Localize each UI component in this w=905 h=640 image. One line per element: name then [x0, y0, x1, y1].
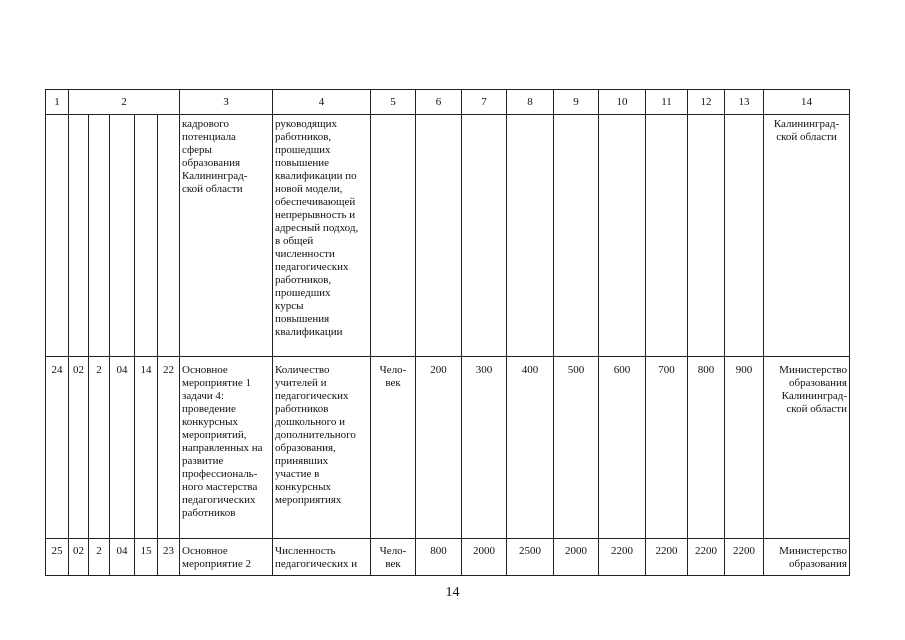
value-cell	[725, 115, 764, 357]
code-cell: 25	[46, 539, 69, 576]
value-cell: 200	[416, 357, 462, 539]
value-cell: 2000	[462, 539, 507, 576]
header-cell: 2	[69, 90, 180, 115]
value-cell: 500	[554, 357, 599, 539]
code-cell	[110, 115, 135, 357]
code-cell: 02	[69, 539, 89, 576]
value-cell	[554, 115, 599, 357]
value-cell: 2200	[688, 539, 725, 576]
responsible-cell: Министерство образования Калининград- ской области	[764, 357, 850, 539]
code-cell: 04	[110, 539, 135, 576]
value-cell	[646, 115, 688, 357]
value-cell: 2200	[599, 539, 646, 576]
unit-cell	[371, 115, 416, 357]
code-cell: 02	[69, 357, 89, 539]
value-cell	[599, 115, 646, 357]
indicator-cell: Численность педагогических и	[273, 539, 371, 576]
header-cell: 9	[554, 90, 599, 115]
header-cell: 10	[599, 90, 646, 115]
code-cell	[89, 115, 110, 357]
header-cell: 7	[462, 90, 507, 115]
value-cell	[416, 115, 462, 357]
unit-cell: Чело- век	[371, 357, 416, 539]
value-cell: 2200	[646, 539, 688, 576]
table-row	[46, 539, 850, 576]
code-cell: 14	[135, 357, 158, 539]
code-cell: 15	[135, 539, 158, 576]
indicator-cell: руководящих работников, прошедших повышение квалификации по новой модели, обеспечивающей непрерывность и адресный подход, в общей численности педагогических работников, прошедших курсы повышения квалификации	[273, 115, 371, 357]
code-cell	[158, 115, 180, 357]
code-cell: 22	[158, 357, 180, 539]
header-cell: 3	[180, 90, 273, 115]
value-cell: 400	[507, 357, 554, 539]
table-row	[46, 115, 850, 357]
code-cell: 23	[158, 539, 180, 576]
header-row	[46, 90, 850, 115]
header-cell: 14	[764, 90, 850, 115]
code-cell: 2	[89, 357, 110, 539]
value-cell: 2500	[507, 539, 554, 576]
code-cell	[69, 115, 89, 357]
header-cell: 4	[273, 90, 371, 115]
measure-cell: кадрового потенциала сферы образования Калининград- ской области	[180, 115, 273, 357]
code-cell	[135, 115, 158, 357]
header-cell: 12	[688, 90, 725, 115]
responsible-cell: Министерство образования	[764, 539, 850, 576]
value-cell: 600	[599, 357, 646, 539]
indicator-cell: Количество учителей и педагогических работников дошкольного и дополнительного образования, принявших участие в конкурсных мероприятиях	[273, 357, 371, 539]
responsible-cell: Калининград- ской области	[764, 115, 850, 357]
measure-cell: Основное мероприятие 2	[180, 539, 273, 576]
code-cell	[46, 115, 69, 357]
header-cell: 11	[646, 90, 688, 115]
value-cell	[462, 115, 507, 357]
value-cell: 2000	[554, 539, 599, 576]
measure-cell: Основное мероприятие 1 задачи 4: проведение конкурсных мероприятий, направленных на развитие профессиональ- ного мастерства педагогических работников	[180, 357, 273, 539]
value-cell: 900	[725, 357, 764, 539]
header-cell: 1	[46, 90, 69, 115]
value-cell	[688, 115, 725, 357]
code-cell: 04	[110, 357, 135, 539]
header-cell: 13	[725, 90, 764, 115]
value-cell: 800	[416, 539, 462, 576]
value-cell: 800	[688, 357, 725, 539]
code-cell: 24	[46, 357, 69, 539]
table-row	[46, 357, 850, 539]
value-cell	[507, 115, 554, 357]
header-cell: 8	[507, 90, 554, 115]
value-cell: 300	[462, 357, 507, 539]
value-cell: 700	[646, 357, 688, 539]
page-number: 14	[445, 585, 460, 600]
code-cell: 2	[89, 539, 110, 576]
header-cell: 5	[371, 90, 416, 115]
value-cell: 2200	[725, 539, 764, 576]
header-cell: 6	[416, 90, 462, 115]
indicators-table	[45, 89, 850, 576]
unit-cell: Чело- век	[371, 539, 416, 576]
